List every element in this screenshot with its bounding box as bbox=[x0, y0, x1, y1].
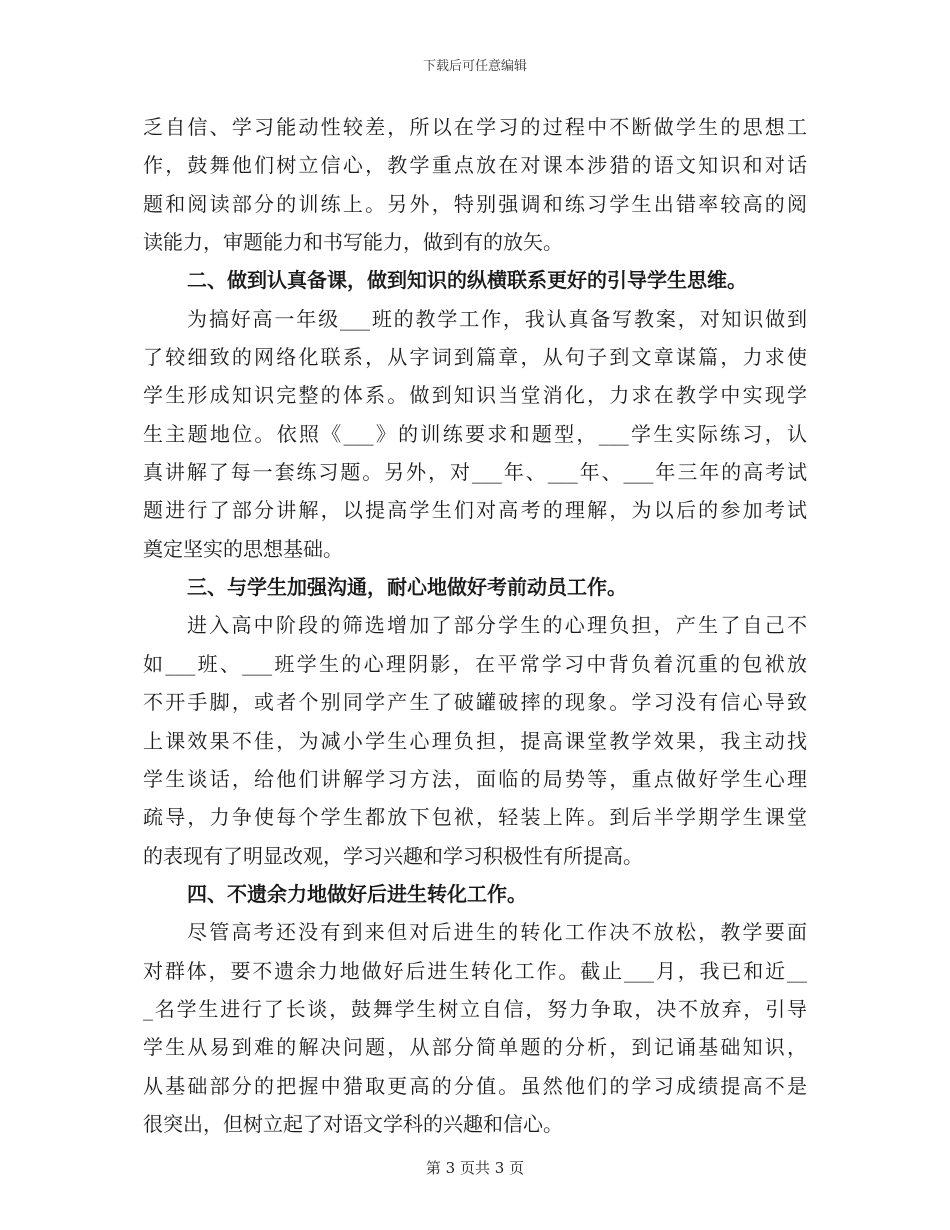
text-line: 尽管高考还没有到来但对后进生的转化工作决不放松，教学要面 bbox=[187, 920, 807, 945]
text-line: 为搞好高一年级___班的教学工作，我认真备写教案，对知识做到 bbox=[187, 306, 807, 331]
text-line: 很突出，但树立起了对语文学科的兴趣和信心。 bbox=[143, 1111, 563, 1136]
document-body bbox=[143, 108, 807, 1143]
text-line: 对群体，要不遗余力地做好后进生转化工作。截止___月，我已和近__ bbox=[143, 958, 807, 983]
section-heading: 二、做到认真备课，做到知识的纵横联系更好的引导学生思维。 bbox=[187, 268, 747, 293]
text-line: 如___班、___班学生的心理阴影，在平常学习中背负着沉重的包袱放 bbox=[143, 651, 807, 676]
text-line: 上课效果不佳，为减小学生心理负担，提高课堂教学效果，我主动找 bbox=[143, 728, 807, 753]
text-line: 作，鼓舞他们树立信心，教学重点放在对课本涉猎的语文知识和对话 bbox=[143, 153, 807, 178]
text-line: 学生形成知识完整的体系。做到知识当堂消化，力求在教学中实现学 bbox=[143, 383, 807, 408]
page-number: 第 3 页共 3 页 bbox=[425, 1159, 525, 1177]
text-line: 进入高中阶段的筛选增加了部分学生的心理负担，产生了自己不 bbox=[187, 613, 807, 638]
text-line: 学生从易到难的解决问题，从部分简单题的分析，到记诵基础知识， bbox=[143, 1035, 807, 1060]
page-header: 下载后可任意编辑 bbox=[422, 59, 527, 74]
text-line: 疏导，力争使每个学生都放下包袱，轻装上阵。到后半学期学生课堂 bbox=[143, 805, 807, 830]
section-heading: 四、不遗余力地做好后进生转化工作。 bbox=[187, 881, 527, 906]
text-line: 生主题地位。依照《___》的训练要求和题型，___学生实际练习，认 bbox=[143, 421, 807, 446]
text-line: 乏自信、学习能动性较差，所以在学习的过程中不断做学生的思想工 bbox=[143, 115, 807, 139]
text-line: 学生谈话，给他们讲解学习方法，面临的局势等，重点做好学生心理 bbox=[143, 766, 807, 791]
text-line: 读能力，审题能力和书写能力，做到有的放矢。 bbox=[143, 230, 563, 255]
text-line: 了较细致的网络化联系，从字词到篇章，从句子到文章谋篇，力求使 bbox=[143, 345, 807, 370]
text-line: 从基础部分的把握中猎取更高的分值。虽然他们的学习成绩提高不是 bbox=[143, 1073, 807, 1098]
text-line: 不开手脚，或者个别同学产生了破罐破摔的现象。学习没有信心导致 bbox=[143, 690, 807, 715]
section-heading: 三、与学生加强沟通，耐心地做好考前动员工作。 bbox=[187, 575, 627, 600]
text-line: 题进行了部分讲解，以提高学生们对高考的理解，为以后的参加考试 bbox=[143, 498, 807, 523]
text-line: 题和阅读部分的训练上。另外，特别强调和练习学生出错率较高的阅 bbox=[143, 191, 807, 216]
text-line: 真讲解了每一套练习题。另外，对___年、___年、___年三年的高考试 bbox=[143, 460, 807, 485]
text-line: 的表现有了明显改观，学习兴趣和学习积极性有所提高。 bbox=[143, 843, 643, 868]
text-line: _名学生进行了长谈，鼓舞学生树立自信，努力争取，决不放弃，引导 bbox=[143, 996, 807, 1021]
text-line: 奠定坚实的思想基础。 bbox=[143, 536, 343, 561]
